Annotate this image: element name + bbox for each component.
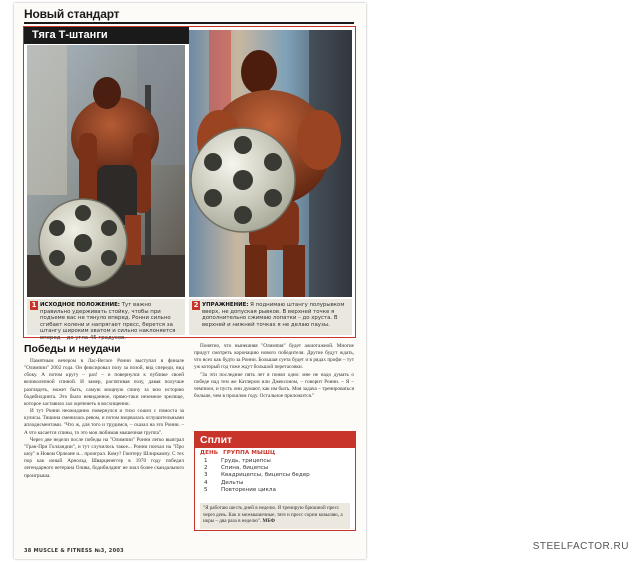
caption-heading: ИСХОДНОЕ ПОЛОЖЕНИЕ: bbox=[40, 302, 120, 308]
exercise-box bbox=[23, 26, 356, 341]
article-paragraph: И тут Ронни неожиданно повернулся и тихо сошел с помоста за кулисы. Тишина сменилась ревом, и потом взорвалась оглушительными аплодисментами. "Что ж, для того и трудимся, – сказал на это Ронни. – А что касается спины, то это моя любимая мышечная группа". bbox=[24, 408, 184, 436]
split-group: Спина, бицепсы bbox=[221, 465, 269, 472]
split-day: 1 bbox=[204, 458, 208, 464]
article-paragraph: "За эти последние пять лет я понял одно: мне не надо думать о победе над тем же Катлером или Джексоном, – говорит Ронни. – Я – чемпион, и пусть они думают, как им быть. Моя задача – тренироваться больше, чем в прошлом году. Остальное приложится." bbox=[194, 371, 354, 400]
split-row bbox=[200, 487, 350, 494]
caption-heading: УПРАЖНЕНИЕ: bbox=[202, 302, 249, 308]
split-row bbox=[200, 458, 350, 465]
section-title: Новый стандарт bbox=[24, 7, 120, 21]
step-number-1: 1 bbox=[31, 301, 37, 309]
article-title: Победы и неудачи bbox=[24, 343, 121, 355]
step-number-2: 2 bbox=[193, 301, 199, 309]
split-sidebar bbox=[194, 431, 356, 531]
article-paragraph: Понятно, что нынешняя "Олимпия" будет ажиотажной. Многие придут смотреть коронацию нового победителя. Другие будут ждать, что всех как будто за Ронни. Большая суета будет и в рядах профи – тут уж который год тоже ждут большой перетасовки. bbox=[194, 343, 354, 371]
caption-start-position bbox=[27, 299, 185, 341]
split-row bbox=[200, 480, 350, 487]
split-day: 4 bbox=[204, 479, 208, 486]
split-group: Квадрицепсы, бицепсы бедер bbox=[221, 472, 310, 479]
split-table-header bbox=[200, 450, 275, 456]
section-rule bbox=[24, 22, 354, 24]
split-col-group: ГРУППА МЫШЦ bbox=[223, 450, 276, 456]
split-signature: МБФ bbox=[262, 518, 275, 525]
article-column-left bbox=[24, 358, 184, 536]
article-column-right bbox=[194, 343, 354, 427]
split-table bbox=[200, 458, 350, 494]
split-quote bbox=[200, 503, 350, 529]
exercise-title: Тяга Т-штанги bbox=[24, 27, 189, 44]
magazine-page bbox=[14, 3, 366, 559]
article-paragraph: Через две недели после победы на "Олимпии" Ронни легко выиграл "Гран-При Голландии", и тут случилось такое... Ронни поехал на "Про шоу" в Новом Орлеане и... проиграл. Кому? Гюнтеру Шлиркампу. С тех пор как юный Арнольд Шварценеггер в 1970 году победил легендарного ветерана Олива, бодибилдинг не знал более скандального проигрыша. bbox=[24, 436, 184, 479]
photo-exercise bbox=[189, 30, 352, 297]
split-row bbox=[200, 472, 350, 479]
split-day: 5 bbox=[204, 486, 208, 493]
split-day: 3 bbox=[204, 472, 208, 479]
caption-exercise bbox=[189, 299, 352, 335]
split-group: Дельты bbox=[221, 479, 244, 486]
split-row bbox=[200, 465, 350, 472]
split-col-day: ДЕНЬ bbox=[200, 450, 219, 456]
split-quote-text: "Я работаю шесть дней в неделю. Я тренирую брюшной пресс через день. Как и межмышечные, тяге и пресс сорни ковыляю, а икры – два раза в неделю". bbox=[203, 505, 343, 525]
watermark: STEELFACTOR.RU bbox=[532, 541, 629, 552]
split-group: Грудь, трицепсы bbox=[221, 458, 271, 464]
photo-start-position bbox=[27, 45, 185, 297]
split-title: Сплит bbox=[195, 432, 355, 448]
split-day: 2 bbox=[204, 465, 208, 472]
bodybuilder-bent-over-image bbox=[27, 45, 185, 297]
caption-text: Я поднимаю штангу полурывком вверх, не допуская рывков. В верхней точке я дополнительно сжимаю лопатки – до хруста. В верхней и нижней точках я не делаю паузы. bbox=[202, 302, 345, 328]
split-group: Повторение цикла bbox=[221, 486, 276, 493]
page-footer: 38 MUSCLE & FITNESS №3, 2003 bbox=[24, 548, 124, 554]
bodybuilder-lifting-image bbox=[189, 30, 352, 297]
caption-text: Тут важно правильно удерживать стойку, чтобы при подъеме вас не тянуло вперед. Ронни сильно сгибает колени и напрягает пресс, берется за штангу широким хватом и сильно наклоняется вперед – до угла 45 градусов. bbox=[40, 302, 176, 341]
article-paragraph: Памятным вечером в Лас-Вегасе Ронни выступал в финале "Олимпии" 2002 года. Он фиксировал позу за позой, вид спереди, вид сбоку. А потом кругу – раз! – и повернулся к публике своей великолепной спиной. И замер, растягивая позу, давая получше разглядеть, может быть, самую мощную спину за всю историю бодибилдинга. Это было невиданное, прямо-таки неземное зрелище, которое заставило зал оцепенеть в восхищении. bbox=[24, 358, 184, 407]
